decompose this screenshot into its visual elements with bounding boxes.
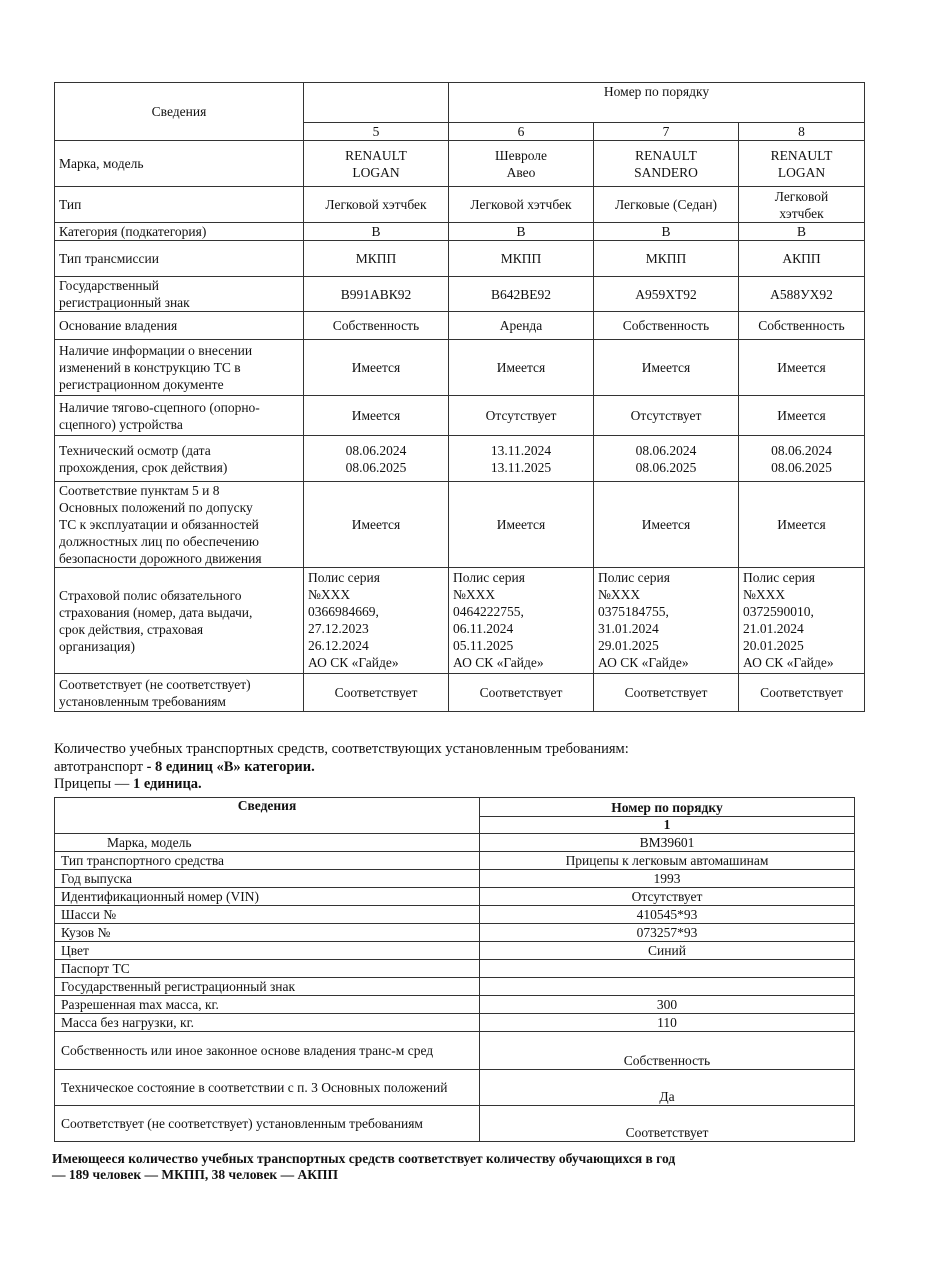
value-cell: МКПП bbox=[594, 241, 739, 277]
summary-line-1: Количество учебных транспортных средств, соответствующих установленным требованиям: bbox=[54, 741, 629, 757]
row-label: Тип bbox=[55, 187, 304, 223]
table-row bbox=[55, 277, 865, 312]
row-label: Марка, модель bbox=[55, 141, 304, 187]
value-cell: Имеется bbox=[594, 340, 739, 396]
value-cell: Аренда bbox=[449, 312, 594, 340]
value-cell: А959ХТ92 bbox=[594, 277, 739, 312]
value-cell: Отсутствует bbox=[594, 396, 739, 436]
value-cell bbox=[480, 960, 855, 978]
header-cell-order: Номер по порядку bbox=[449, 83, 865, 123]
value-cell: АКПП bbox=[739, 241, 865, 277]
table-row bbox=[55, 996, 855, 1014]
value-cell: RENAULT LOGAN bbox=[739, 141, 865, 187]
value-cell: 410545*93 bbox=[480, 906, 855, 924]
value-cell: Да bbox=[480, 1070, 855, 1106]
table-row bbox=[55, 924, 855, 942]
value-cell: Полис серия №XXX 0464222755, 06.11.2024 05.11.2025 АО СК «Гайде» bbox=[449, 568, 594, 674]
value-cell: В642ВЕ92 bbox=[449, 277, 594, 312]
value-cell: Имеется bbox=[594, 482, 739, 568]
row-label: Собственность или иное законное основе владения транс-м сред bbox=[55, 1032, 480, 1070]
table-row bbox=[55, 1014, 855, 1032]
value-cell: Легковой хэтчбек bbox=[739, 187, 865, 223]
value-cell: В991АВК92 bbox=[304, 277, 449, 312]
row-label: Шасси № bbox=[55, 906, 480, 924]
value-cell: А588УХ92 bbox=[739, 277, 865, 312]
table-row bbox=[55, 978, 855, 996]
table-row bbox=[55, 141, 865, 187]
value-cell: Полис серия №XXX 0372590010, 21.01.2024 20.01.2025 АО СК «Гайде» bbox=[739, 568, 865, 674]
summary-line-3 bbox=[54, 776, 202, 793]
value-cell: Соответствует bbox=[739, 674, 865, 712]
table-row bbox=[55, 312, 865, 340]
footer-line-1: Имеющееся количество учебных транспортных средств соответствует количеству обучающихся в год bbox=[52, 1151, 676, 1166]
table-row bbox=[55, 223, 865, 241]
value-cell: 1993 bbox=[480, 870, 855, 888]
table-row bbox=[55, 568, 865, 674]
summary-line-2-bold: - 8 единиц «В» категории. bbox=[146, 759, 315, 775]
value-cell: 13.11.2024 13.11.2025 bbox=[449, 436, 594, 482]
trailer-header-order: Номер по порядку bbox=[480, 798, 855, 817]
value-cell: Полис серия №XXX 0366984669, 27.12.2023 26.12.2024 АО СК «Гайде» bbox=[304, 568, 449, 674]
summary-line-2 bbox=[54, 759, 315, 776]
value-cell: Легковой хэтчбек bbox=[304, 187, 449, 223]
value-cell: Легковые (Седан) bbox=[594, 187, 739, 223]
row-label: Основание владения bbox=[55, 312, 304, 340]
value-cell: Соответствует bbox=[594, 674, 739, 712]
footer-line-2: — 189 человек — МКПП, 38 человек — АКПП bbox=[52, 1167, 339, 1182]
row-label: Соответствует (не соответствует) установленным требованиям bbox=[55, 1106, 480, 1142]
vehicles-table-body bbox=[55, 141, 865, 712]
value-cell: Собственность bbox=[480, 1032, 855, 1070]
table-row bbox=[55, 906, 855, 924]
value-cell: МКПП bbox=[449, 241, 594, 277]
value-cell: Соответствует bbox=[304, 674, 449, 712]
value-cell: Имеется bbox=[304, 396, 449, 436]
header-cell-info: Сведения bbox=[55, 83, 304, 141]
value-cell: Имеется bbox=[739, 482, 865, 568]
row-label: Наличие информации о внесении изменений в конструкцию ТС в регистрационном документе bbox=[55, 340, 304, 396]
table-row bbox=[55, 436, 865, 482]
value-cell: 073257*93 bbox=[480, 924, 855, 942]
summary-line-3-prefix: Прицепы — bbox=[54, 776, 133, 792]
row-label: Цвет bbox=[55, 942, 480, 960]
table-row bbox=[55, 340, 865, 396]
value-cell: B bbox=[739, 223, 865, 241]
row-label: Идентификационный номер (VIN) bbox=[55, 888, 480, 906]
row-label: Марка, модель bbox=[55, 834, 480, 852]
table-row bbox=[55, 942, 855, 960]
trailer-header-info: Сведения bbox=[55, 798, 480, 834]
value-cell: Имеется bbox=[449, 482, 594, 568]
row-label: Государственный регистрационный знак bbox=[55, 277, 304, 312]
value-cell: Соответствует bbox=[449, 674, 594, 712]
row-label: Соответствует (не соответствует) установленным требованиям bbox=[55, 674, 304, 712]
value-cell: Собственность bbox=[594, 312, 739, 340]
row-label: Кузов № bbox=[55, 924, 480, 942]
row-label: Страховой полис обязательного страхования (номер, дата выдачи, срок действия, страховая организация) bbox=[55, 568, 304, 674]
row-label: Паспорт ТС bbox=[55, 960, 480, 978]
trailer-table bbox=[54, 797, 855, 1142]
col-number-cell: 6 bbox=[449, 123, 594, 141]
value-cell: Легковой хэтчбек bbox=[449, 187, 594, 223]
table-row bbox=[55, 187, 865, 223]
trailer-col-number: 1 bbox=[480, 817, 855, 834]
value-cell: Шевроле Авео bbox=[449, 141, 594, 187]
value-cell: Синий bbox=[480, 942, 855, 960]
value-cell: 300 bbox=[480, 996, 855, 1014]
value-cell: RENAULT LOGAN bbox=[304, 141, 449, 187]
table-row bbox=[55, 870, 855, 888]
value-cell: Имеется bbox=[739, 396, 865, 436]
table-row bbox=[55, 241, 865, 277]
value-cell: Имеется bbox=[304, 340, 449, 396]
row-label: Год выпуска bbox=[55, 870, 480, 888]
row-label: Соответствие пунктам 5 и 8 Основных положений по допуску ТС к эксплуатации и обязанностей должностных лиц по обеспечению безопасности дорожного движения bbox=[55, 482, 304, 568]
value-cell: Имеется bbox=[304, 482, 449, 568]
value-cell: B bbox=[449, 223, 594, 241]
row-label: Государственный регистрационный знак bbox=[55, 978, 480, 996]
row-label: Тип транспортного средства bbox=[55, 852, 480, 870]
col-number-cell: 7 bbox=[594, 123, 739, 141]
value-cell: Имеется bbox=[739, 340, 865, 396]
col-number-cell: 5 bbox=[304, 123, 449, 141]
value-cell: Соответствует bbox=[480, 1106, 855, 1142]
row-label: Технический осмотр (дата прохождения, срок действия) bbox=[55, 436, 304, 482]
table-row bbox=[55, 834, 855, 852]
value-cell: 08.06.2024 08.06.2025 bbox=[304, 436, 449, 482]
table-row bbox=[55, 1032, 855, 1070]
summary-line-3-bold: 1 единица. bbox=[132, 776, 202, 792]
value-cell: B bbox=[304, 223, 449, 241]
value-cell: Имеется bbox=[449, 340, 594, 396]
row-label: Техническое состояние в соответствии с п. 3 Основных положений bbox=[55, 1070, 480, 1106]
table-row bbox=[55, 888, 855, 906]
value-cell: МКПП bbox=[304, 241, 449, 277]
row-label: Тип трансмиссии bbox=[55, 241, 304, 277]
row-label: Разрешенная max масса, кг. bbox=[55, 996, 480, 1014]
value-cell bbox=[480, 978, 855, 996]
header-blank-cell bbox=[304, 83, 449, 123]
table-row bbox=[55, 1070, 855, 1106]
row-label: Масса без нагрузки, кг. bbox=[55, 1014, 480, 1032]
value-cell: 08.06.2024 08.06.2025 bbox=[594, 436, 739, 482]
vehicles-table bbox=[54, 82, 865, 712]
value-cell: ВМЗ9601 bbox=[480, 834, 855, 852]
value-cell: Отсутствует bbox=[449, 396, 594, 436]
value-cell: Собственность bbox=[304, 312, 449, 340]
table-row bbox=[55, 960, 855, 978]
value-cell: Полис серия №XXX 0375184755, 31.01.2024 29.01.2025 АО СК «Гайде» bbox=[594, 568, 739, 674]
value-cell: Собственность bbox=[739, 312, 865, 340]
table-row bbox=[55, 852, 855, 870]
summary-line-2-prefix: автотранспорт bbox=[54, 759, 147, 775]
table-row bbox=[55, 1106, 855, 1142]
value-cell: RENAULT SANDERO bbox=[594, 141, 739, 187]
table-row bbox=[55, 674, 865, 712]
value-cell: Отсутствует bbox=[480, 888, 855, 906]
table-row bbox=[55, 482, 865, 568]
row-label: Категория (подкатегория) bbox=[55, 223, 304, 241]
value-cell: 08.06.2024 08.06.2025 bbox=[739, 436, 865, 482]
col-number-cell: 8 bbox=[739, 123, 865, 141]
value-cell: Прицепы к легковым автомашинам bbox=[480, 852, 855, 870]
table-row bbox=[55, 396, 865, 436]
row-label: Наличие тягово-сцепного (опорно- сцепного) устройства bbox=[55, 396, 304, 436]
trailer-table-body bbox=[55, 834, 855, 1142]
value-cell: 110 bbox=[480, 1014, 855, 1032]
value-cell: B bbox=[594, 223, 739, 241]
